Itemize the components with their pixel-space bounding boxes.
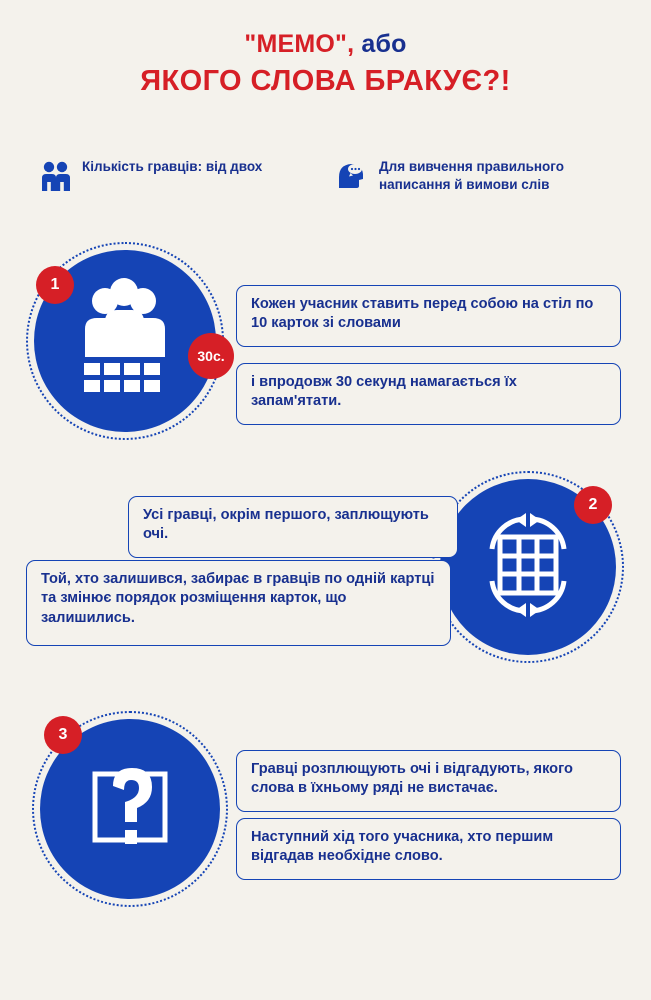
players-with-cards-icon xyxy=(61,275,189,408)
step-2-bubble-2-text: Той, хто залишився, забирає в гравців по одній картці та змінює порядок розміщення карток, що залишились. xyxy=(41,571,435,626)
step-3-bubble-2-text: Наступний хід того учасника, хто першим відгадав необхідне слово. xyxy=(251,829,554,865)
step-2-badge: 2 xyxy=(574,486,612,524)
step-3-badge: 3 xyxy=(44,716,82,754)
step-3-bubble-1 xyxy=(236,750,621,812)
meta-learning-label: Для вивчення правильного написання й вимови слів xyxy=(379,159,564,193)
step-3-bubble-2 xyxy=(236,818,621,880)
meta-row xyxy=(40,158,615,199)
title-quoted-word: "МЕМО", xyxy=(244,30,355,58)
page-title xyxy=(0,30,651,98)
step-1-bubble-1-text: Кожен учасник ставить перед собою на стіл по 10 карток зі словами xyxy=(251,296,594,332)
meta-item-players xyxy=(40,158,295,199)
step-2-bubble-1-text: Усі гравці, окрім першого, заплющують очі. xyxy=(143,507,429,543)
shuffle-cards-icon xyxy=(468,505,588,630)
head-speech-icon xyxy=(335,160,369,197)
step-3-bubble-1-text: Гравці розплющують очі і відгадують, якого слова в їхньому ряді не вистачає. xyxy=(251,761,573,797)
title-line-two: ЯКОГО СЛОВА БРАКУЄ?! xyxy=(140,64,511,97)
question-card-icon xyxy=(67,744,193,875)
meta-players-label: Кількість гравців: від двох xyxy=(82,159,263,174)
step-1-badge: 1 xyxy=(36,266,74,304)
step-2-bubble-1 xyxy=(128,496,458,558)
meta-item-learning xyxy=(335,158,615,199)
title-line-one-rest: або xyxy=(354,30,407,58)
step-1-timer-badge: 30с. xyxy=(188,333,234,379)
two-people-icon xyxy=(40,160,72,199)
step-1-bubble-1 xyxy=(236,285,621,347)
step-1-bubble-2-text: і впродовж 30 секунд намагається їх запам'ятати. xyxy=(251,374,517,410)
step-1-bubble-2 xyxy=(236,363,621,425)
step-2-bubble-2 xyxy=(26,560,451,646)
title-line-one xyxy=(0,30,651,59)
